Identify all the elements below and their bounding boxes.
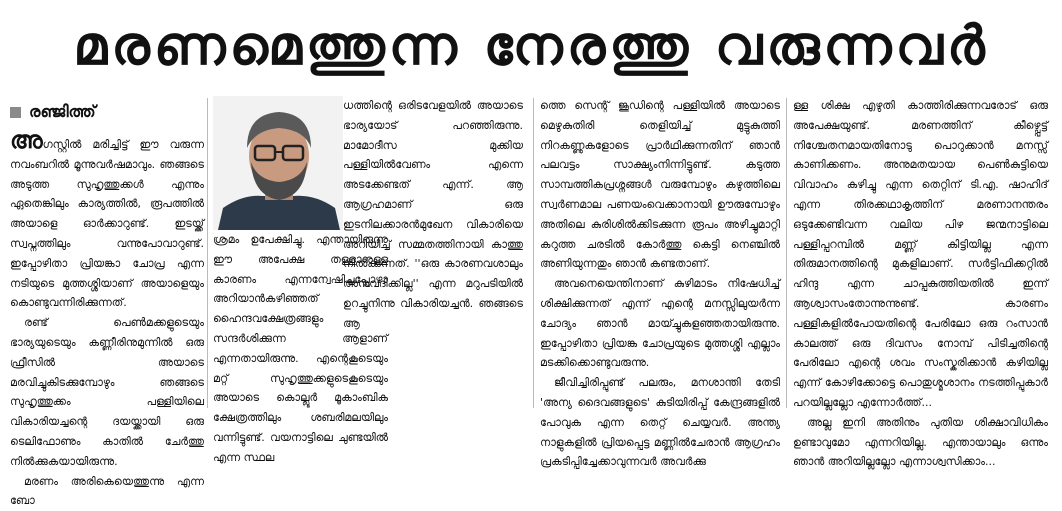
- article-column-2-top: [343, 96, 523, 330]
- headline: മരണമെത്തുന്ന നേരത്തു വരുന്നവർ: [73, 14, 989, 77]
- paragraph: മരണം അരികെയെത്തുന്നു എന്ന ബോ: [10, 474, 204, 508]
- article-column-4: [793, 96, 1048, 469]
- byline-square-icon: [10, 107, 21, 118]
- paragraph: അല്ല ഇനി അതിനും പുതിയ ശിക്ഷാവിധികം ഉണ്ടാവുമോ എന്നറിയില്ല. എന്തായാലും ഒന്നും ഞാൻ അറിയില്ലല്ലോ എന്നാശ്വസിക്കാം...: [793, 415, 1048, 469]
- article-column-2: [213, 230, 388, 464]
- column-rule: [533, 98, 534, 408]
- paragraph: അവനെയെന്തിനാണ് കുഴിമാടം നിഷേധിച്ച് ശിക്ഷിക്കുന്നത് എന്ന് എന്റെ മനസ്സിലുയർന്ന ചോദ്യം ഞാൻ മായ്ച്ചുകളഞ്ഞതായിരുന്നു. ഇപ്പോഴിതാ പ്രിയങ്ക ചോപ്രയുടെ മുത്തശ്ശി എല്ലാം മടക്കിക്കൊണ്ടുവരുന്നു.: [540, 277, 780, 370]
- column-rule: [207, 98, 208, 408]
- drop-cap: അ: [10, 126, 43, 154]
- author-photo: [213, 96, 343, 230]
- byline: [10, 101, 96, 123]
- paragraph: രണ്ട് പെൺമക്കളുടെയും ഭാര്യയുടെയും കണ്ണീരിനുമുന്നിൽ ഒരു ഫ്രീസിൽ അയാടെ മരവിച്ചുകിടക്കുമ്പോഴും ഞങ്ങടെ സുഹൃത്തുക്കം പള്ളിയിലെ വികാരിയച്ചന്റെ ദയയ്ക്കായി ഒരു ടെലിഫോണും കാതിൽ ചേർത്തു നിൽക്കുകയായിരുന്നു.: [10, 316, 204, 468]
- paragraph-text: ഗസ്റ്റിൽ മരിച്ചിട്ട് ഈ വരുന്ന നവംബറിൽ മൂന്നുവർഷമാവും. ഞങ്ങടെ അടുത്ത സുഹൃത്തുക്കൾ എന്നും ഏതെങ്കിലും കാര്യത്തിൽ, രൂപത്തിൽ അയാളെ ഓർക്കാറുണ്ട്. ഇടയ്ക്ക് സ്വപ്നത്തിലും വന്നുപോവാറുണ്ട്. ഇപ്പോഴിതാ പ്രിയങ്കാ ചോപ്ര എന്ന നടിയുടെ മുത്തശ്ശിയാണ് അയാളെയും കൊണ്ടുവന്നിരിക്കുന്നത്.: [10, 138, 204, 310]
- article-column-1: [10, 126, 204, 508]
- paragraph: ള്ള ശിക്ഷ എഴുതി കാത്തിരിക്കുന്നവരോട് ഒരു അപേക്ഷയുണ്ട്. മരണത്തിന് കീഴ്പ്പെട്ട് നിശ്ചേതനമായതിനോടു പൊറുക്കാൻ മനസ്സ് കാണിക്കണം. അനുമതയായ പെൺകുട്ടിയെ വിവാഹം കഴിച്ചു എന്ന തെറ്റിന് ടി.എ. ഷാഹിദ് എന്ന തിരക്കഥാകൃത്തിന് മരണാനന്തരം ഒടുക്കേണ്ടിവന്ന വലിയ പിഴ ജന്മനാട്ടിലെ പള്ളിപ്പറമ്പിൽ മണ്ണ് കിട്ടിയില്ല എന്ന തിരുമാനത്തിന്റെ മുകളിലാണ്. സർട്ടിഫിക്കറ്റിൽ ഹിന്ദു എന്ന ചാപ്പകുത്തിയതിൽ ഇന്ന് ആശ്വാസംതോന്നുന്നുണ്ട്. കാരണം പള്ളികളിൽപോയതിന്റെ പേരിലോ ഒരു റംസാൻ കാലത്ത് ഒരു ദിവസം നോമ്പ് പിടിച്ചതിന്റെ പേരിലോ എന്റെ ശവം സംസ്കരിക്കാൻ കഴിയില്ല എന്ന് കോഴിക്കോട്ടെ പൊതുശ്മശാനം നടത്തിപ്പുകാർ പറയില്ലല്ലോ എന്നോർത്ത്...: [793, 99, 1048, 409]
- paragraph: ശ്രമം ഉപേക്ഷിച്ചു. എന്തായിരുന്നു ഈ അപേക്ഷ തള്ളാനുള്ള കാരണം എന്നന്വേഷിച്ചപ്പോഴാ അറിയാൻകഴിഞ്ഞത് ഹൈന്ദവക്ഷേത്രങ്ങളും സന്ദർശിക്കുന്ന ആളാണ് എന്നതായിരുന്നു. എന്റെകൂടെയും മറ്റ് സുഹൃത്തുക്കളുടെകൂടെയും അയാടെ കൊല്ലൂർ മൂകാംബിക ക്ഷേത്രത്തിലും ശബരിമലയിലും വന്നിട്ടുണ്ട്. വയനാട്ടിലെ ചുണ്ടയിൽ എന്ന സ്ഥല: [213, 233, 388, 464]
- paragraph: ധത്തിന്റെ ഒരിടവേളയിൽ അയാടെ ഭാര്യയോട് പറഞ്ഞിരുന്നു. മാമോദീസ മുക്കിയ പള്ളിയിൽവേണം എന്നെ അടക്കേണ്ടത് എന്ന്. ആ ആഗ്രഹമാണ് ഒരു ഇടനിലക്കാരൻമുഖേന വികാരിയെ അറിയിച്ച് സമ്മതത്തിനായി കാത്തു നിൽക്കുന്നത്. ''ഒരു കാരണവശാലും അനുവദിക്കില്ല'' എന്ന മറുപടിയിൽ ഉറച്ചുനിന്നു വികാരിയച്ചൻ. ഞങ്ങടെ ആ: [343, 99, 523, 330]
- portrait-photo-icon: [213, 96, 343, 230]
- paragraph: ജീവിച്ചിരിപ്പുണ്ട് പലരും, മനശാന്തി തേടി 'അന്യ ദൈവങ്ങളുടെ' കുടിയിരിപ്പ് കേന്ദ്രങ്ങളിൽ പോവുക എന്ന തെറ്റ് ചെയ്യവർ. അന്ത്യ നാളുകളിൽ പ്രിയപ്പെട്ട മണ്ണിൽചേരാൻ ആഗ്രഹം പ്രകടിപ്പിച്ചേക്കാവുന്നവർ അവർക്കു: [540, 376, 780, 469]
- column-rule: [786, 98, 787, 408]
- paragraph: [10, 126, 204, 313]
- article-column-3: [540, 96, 780, 469]
- author-name: രഞ്ജിത്ത്: [29, 102, 96, 121]
- paragraph: ത്തെ സെന്റ് ജൂഡിന്റെ പള്ളിയിൽ അയാടെ മെഴുകുതിരി തെളിയിച്ച് മുട്ടുകുത്തി നിറകണ്ണുകളോടെ പ്രാർഥിക്കുന്നതിന് ഞാൻ പലവട്ടം സാക്ഷ്യംനിന്നിട്ടുണ്ട്. കടുത്ത സാമ്പത്തികപ്രശ്നങ്ങൾ വരുമ്പോഴും കഴുത്തിലെ സ്വർണമാല പണയംവെക്കാനായി ഊരുമ്പോഴും അതിലെ കുരിശിൽക്കിടക്കുന്ന രൂപം അഴിച്ചുമാറ്റി കറുത്ത ചരടിൽ കോർത്തു കെട്ടി നെഞ്ചിൽ അണിയുന്നതും ഞാൻ കണ്ടതാണ്.: [540, 99, 780, 271]
